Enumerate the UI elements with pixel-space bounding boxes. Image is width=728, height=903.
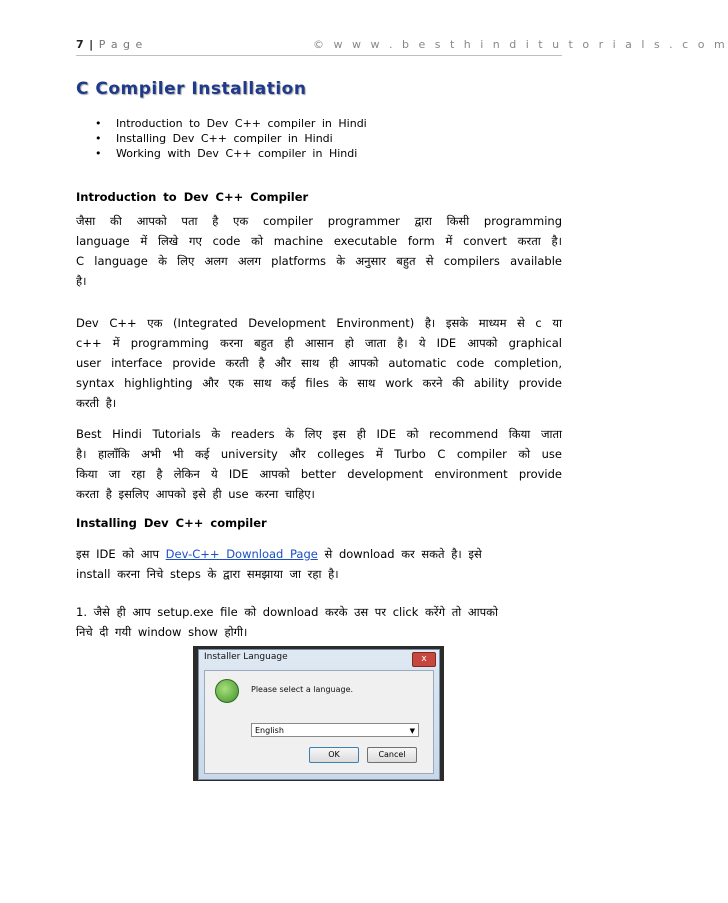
text-line: करती है।	[76, 396, 117, 410]
page-number-value: 7	[76, 38, 85, 51]
intro-paragraph-2	[76, 313, 562, 413]
section-heading-installing: Installing Dev C++ compiler	[76, 516, 267, 530]
intro-paragraph-3	[76, 424, 562, 504]
topic-list	[95, 116, 367, 161]
text-fragment: से download कर सकते है। इसे	[317, 547, 482, 561]
text-line: किया जा रहा है लेकिन ये IDE आपको better development environment provide	[76, 467, 562, 481]
section-heading-introduction: Introduction to Dev C++ Compiler	[76, 190, 309, 204]
ok-button: OK	[309, 747, 359, 763]
installer-icon	[215, 679, 239, 703]
text-line: जैसा की आपको पता है एक compiler programmer द्वारा किसी programming	[76, 214, 562, 228]
installer-dialog-body	[204, 670, 434, 774]
chevron-down-icon: ▼	[409, 727, 415, 735]
page-word: P a g e	[98, 38, 144, 51]
close-icon: x	[412, 652, 436, 667]
text-line: C language के लिए अलग अलग platforms के अनुसार बहुत से compilers available	[76, 254, 562, 268]
text-line: language में लिखे गए code को machine executable form में convert करता है।	[76, 234, 562, 248]
header-divider	[76, 55, 562, 56]
installer-screenshot	[193, 646, 444, 781]
text-line	[76, 544, 562, 564]
page-separator: |	[89, 38, 95, 51]
language-select	[251, 723, 419, 737]
language-prompt: Please select a language.	[251, 685, 354, 694]
language-select-value: English	[255, 726, 284, 735]
installer-window	[198, 649, 440, 780]
topic-item: • Working with Dev C++ compiler in Hindi	[95, 146, 367, 161]
text-line: है। हालाँकि अभी भी कई university और colleges में Turbo C compiler को use	[76, 447, 562, 461]
text-line: 1. जैसे ही आप setup.exe file को download करके उस पर click करेंगे तो आपको	[76, 605, 498, 619]
text-fragment: इस IDE को आप	[76, 547, 166, 561]
intro-paragraph-1	[76, 211, 562, 291]
text-line: install करना निचे steps के द्वारा समझाया जा रहा है।	[76, 567, 339, 581]
topic-item: • Installing Dev C++ compiler in Hindi	[95, 131, 367, 146]
installer-window-title: Installer Language	[204, 652, 288, 662]
text-line: Best Hindi Tutorials के readers के लिए इस ही IDE को recommend किया जाता	[76, 427, 562, 441]
install-paragraph	[76, 544, 562, 584]
step-1-paragraph	[76, 602, 562, 642]
text-line: करता है इसलिए आपको इसे ही use करना चाहिए।	[76, 487, 315, 501]
text-line: निचे दी गयी window show होगी।	[76, 625, 248, 639]
cancel-button: Cancel	[367, 747, 417, 763]
text-line: Dev C++ एक (Integrated Development Environment) है। इसके माध्यम से c या	[76, 316, 562, 330]
page-title: C Compiler Installation	[76, 79, 307, 99]
text-line: syntax highlighting और एक साथ कई files के साथ work करने की ability provide	[76, 376, 562, 390]
site-url: © w w w . b e s t h i n d i t u t o r i a l s . c o m	[313, 38, 728, 51]
topic-item: • Introduction to Dev C++ compiler in Hindi	[95, 116, 367, 131]
download-page-link[interactable]: Dev-C++ Download Page	[165, 547, 318, 561]
text-line: user interface provide करती है और साथ ही आपको automatic code completion,	[76, 356, 562, 370]
text-line: है।	[76, 274, 87, 288]
page-number	[76, 38, 143, 51]
text-line: c++ में programming करना बहुत ही आसान हो जाता है। ये IDE आपको graphical	[76, 336, 562, 350]
